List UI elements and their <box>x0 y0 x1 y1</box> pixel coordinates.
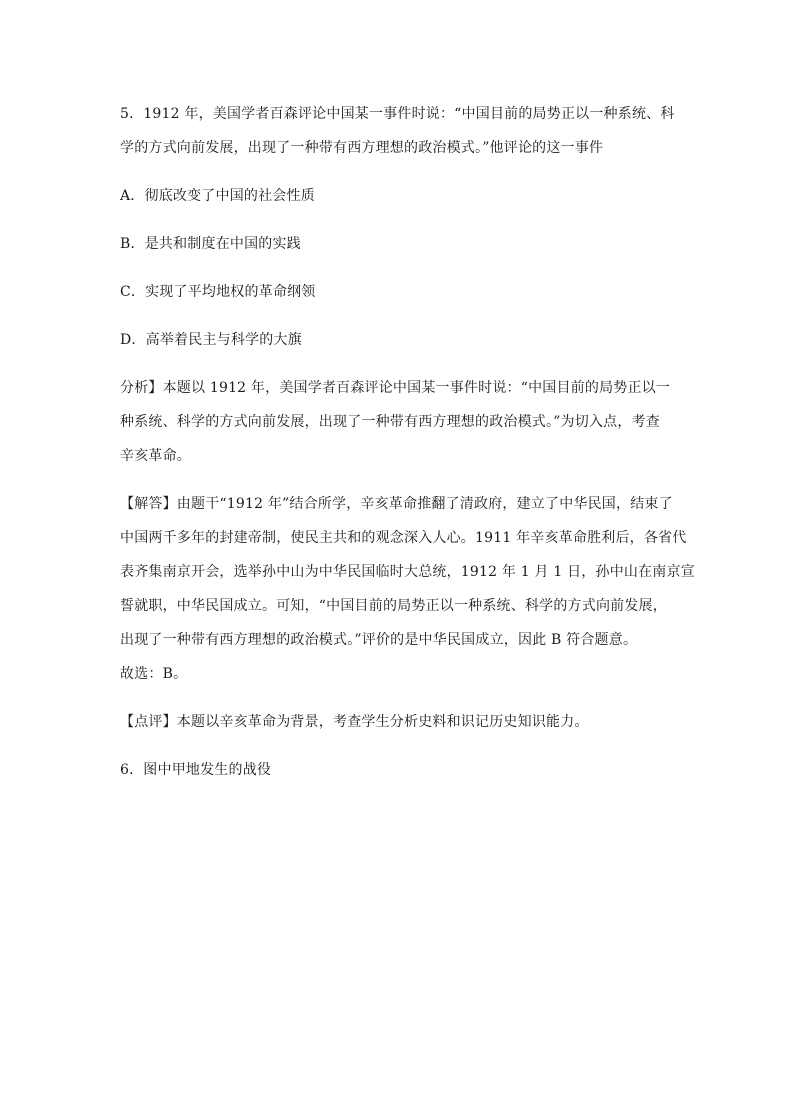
answer-line4: 誓就职，中华民国成立。可知，“中国目前的局势正以一种系统、科学的方式向前发展， <box>120 598 667 614</box>
question5-option-d: D．高举着民主与科学的大旗 <box>120 332 302 348</box>
comment-line1: 【点评】本题以辛亥革命为背景，考查学生分析史料和识记历史知识能力。 <box>120 714 589 730</box>
answer-line1: 【解答】由题干“1912 年”结合所学，辛亥革命推翻了清政府，建立了中华民国，结束了 <box>120 496 673 512</box>
question5-option-a: A．彻底改变了中国的社会性质 <box>120 188 315 204</box>
answer-line5: 出现了一种带有西方理想的政治模式。”评价的是中华民国成立，因此 B 符合题意。 <box>120 632 638 648</box>
answer-line3: 表齐集南京开会，选举孙中山为中华民国临时大总统，1912 年 1 月 1 日，孙中山在南京宣 <box>120 564 695 580</box>
question5-stem-line1: 5．1912 年，美国学者百森评论中国某一事件时说：“中国目前的局势正以一种系统、科 <box>120 106 675 122</box>
answer-line2: 中国两千多年的封建帝制，使民主共和的观念深入人心。1911 年辛亥革命胜利后，各省代 <box>120 530 687 546</box>
analysis-line3: 辛亥革命。 <box>120 448 191 464</box>
question5-stem-line2: 学的方式向前发展，出现了一种带有西方理想的政治模式。”他评论的这一事件 <box>120 140 604 156</box>
question5-option-c: C．实现了平均地权的革命纲领 <box>120 284 316 300</box>
question5-option-b: B．是共和制度在中国的实践 <box>120 236 301 252</box>
answer-selection: 故选：B。 <box>120 666 188 682</box>
analysis-line1: 分析】本题以 1912 年，美国学者百森评论中国某一事件时说：“中国目前的局势正以一 <box>120 380 671 396</box>
question6-stem-line1: 6．图中甲地发生的战役 <box>120 762 272 778</box>
analysis-line2: 种系统、科学的方式向前发展，出现了一种带有西方理想的政治模式。”为切入点，考查 <box>120 414 660 430</box>
